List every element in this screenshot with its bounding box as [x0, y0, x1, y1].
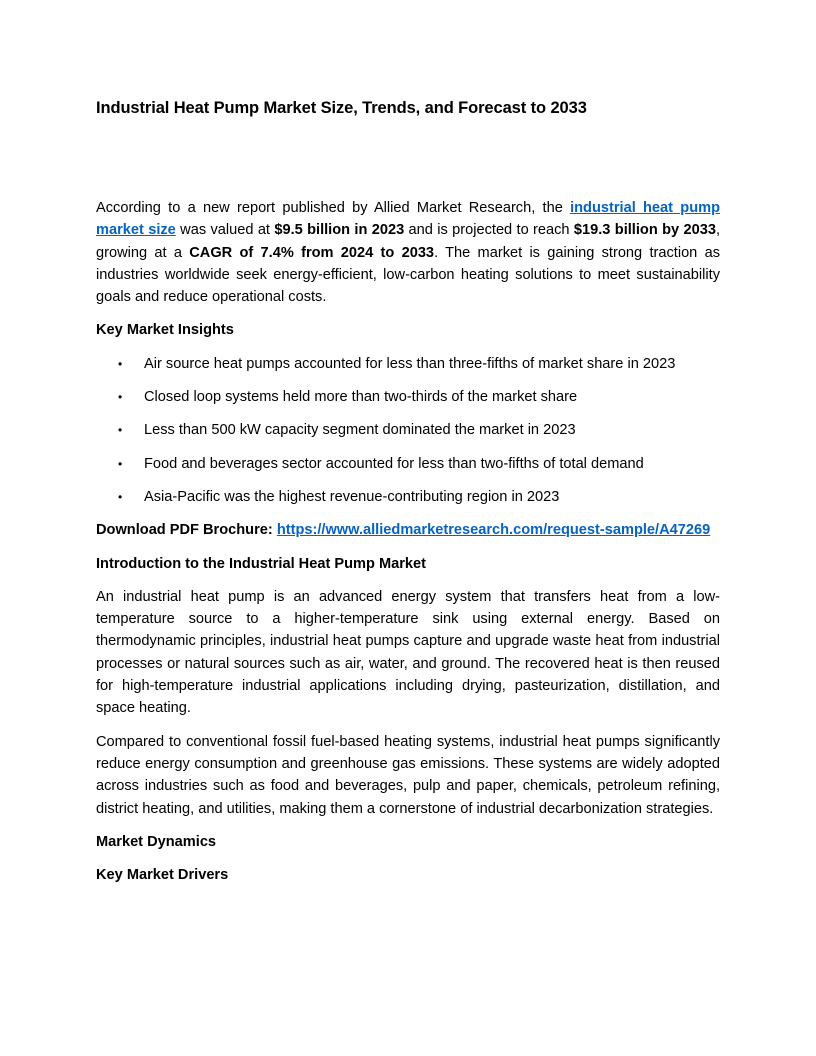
- page-title: Industrial Heat Pump Market Size, Trends, and Forecast to 2033: [96, 99, 587, 117]
- key-drivers-heading: Key Market Drivers: [96, 867, 229, 884]
- intro-text-1: According to a new report published by Allied Market Research, the: [96, 200, 571, 216]
- introduction-paragraph-1: An industrial heat pump is an advanced energy system that transfers heat from a low-temperature source to a higher-temperature sink using external energy. Based on thermodynamic principles, industrial heat pumps capture and upgrade waste heat from industrial processes or natural sources such as air, water, and ground. The recovered heat is then reused for high-temperature industrial applications including drying, pasteurization, distillation, and space heating.: [96, 588, 720, 717]
- insight-text: Closed loop systems held more than two-thirds of the market share: [144, 389, 578, 406]
- insight-text: Food and beverages sector accounted for less than two-fifths of total demand: [144, 455, 644, 472]
- insight-text: Less than 500 kW capacity segment dominated the market in 2023: [144, 422, 576, 439]
- key-insights-heading: Key Market Insights: [96, 322, 234, 339]
- introduction-heading: Introduction to the Industrial Heat Pump Market: [96, 555, 426, 572]
- intro-text-3: and is projected to reach: [404, 222, 574, 239]
- download-line: [96, 519, 720, 541]
- key-insights-list: [96, 353, 720, 508]
- bullet-icon: •: [118, 423, 123, 438]
- intro-text-4: , growing at a: [96, 222, 720, 261]
- bullet-icon: •: [118, 456, 123, 471]
- download-label: Download PDF Brochure:: [96, 522, 277, 539]
- intro-value-2023: $9.5 billion in 2023: [274, 222, 405, 239]
- market-dynamics-heading: Market Dynamics: [96, 833, 217, 850]
- intro-paragraph: [96, 197, 720, 308]
- brochure-link[interactable]: https://www.alliedmarketresearch.com/request-sample/A47269: [276, 522, 711, 539]
- market-size-link[interactable]: industrial heat pump market size: [96, 200, 720, 239]
- list-item: [96, 453, 720, 475]
- intro-cagr: CAGR of 7.4% from 2024 to 2033: [189, 244, 435, 261]
- intro-text-2: was valued at: [175, 222, 275, 239]
- bullet-icon: •: [118, 489, 123, 504]
- list-item: [96, 486, 720, 508]
- insight-text: Air source heat pumps accounted for less than three-fifths of market share in 2023: [144, 355, 676, 372]
- intro-text-5: . The market is gaining strong traction as industries worldwide seek energy-efficient, low-carbon heating solutions to meet sustainability goals and reduce operational costs.: [96, 244, 720, 306]
- insight-text: Asia-Pacific was the highest revenue-contributing region in 2023: [144, 488, 560, 505]
- list-item: [96, 419, 720, 441]
- list-item: [96, 353, 720, 375]
- introduction-paragraph-2: Compared to conventional fossil fuel-based heating systems, industrial heat pumps significantly reduce energy consumption and greenhouse gas emissions. These systems are widely adopted across industries such as food and beverages, pulp and paper, chemicals, petroleum refining, district heating, and utilities, making them a cornerstone of industrial decarbonization strategies.: [96, 733, 720, 817]
- bullet-icon: •: [118, 356, 123, 371]
- bullet-icon: •: [118, 390, 123, 405]
- intro-value-2033: $19.3 billion by 2033: [573, 222, 716, 239]
- list-item: [96, 386, 720, 408]
- document-body: [96, 197, 720, 897]
